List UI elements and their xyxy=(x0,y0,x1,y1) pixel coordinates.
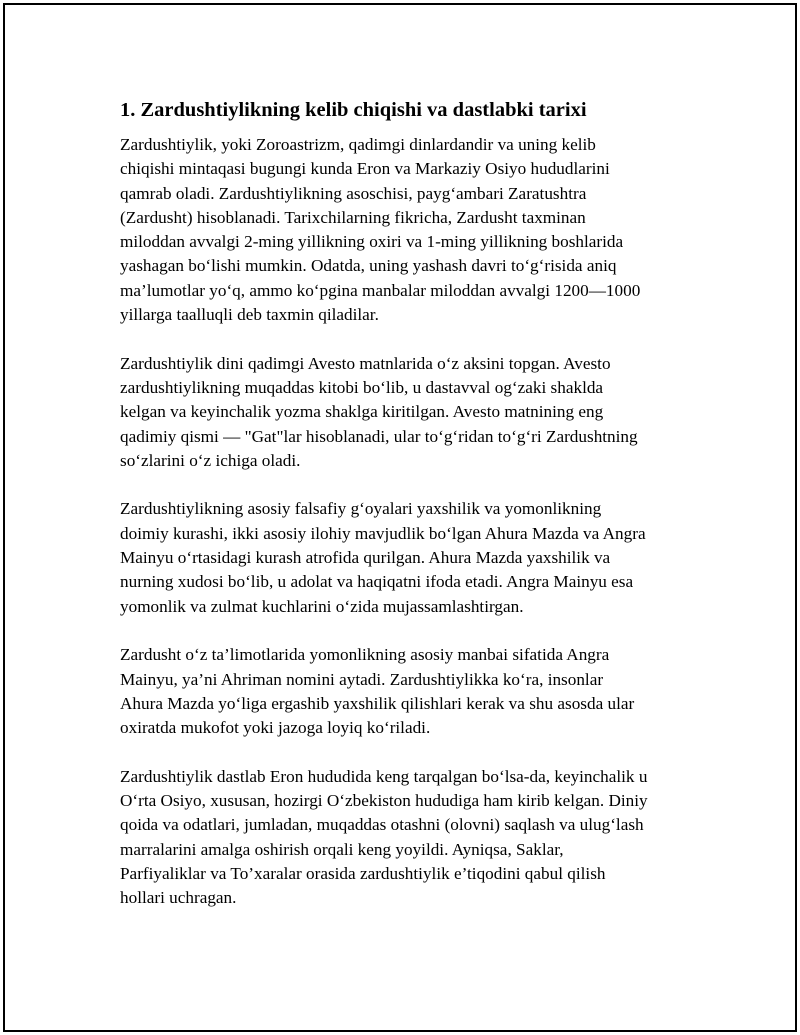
page-frame xyxy=(3,3,797,1032)
paragraph-line: zardushtiylikning muqaddas kitobi bo‘lib, u dastavval og‘zaki shaklda xyxy=(120,377,604,397)
paragraph-line: hollari uchragan. xyxy=(120,888,237,908)
paragraph-line: miloddan avvalgi 2-ming yillikning oxiri va 1-ming yillikning boshlarida xyxy=(120,232,624,252)
paragraph-line: Mainyu, ya’ni Ahriman nomini aytadi. Zardushtiylikka ko‘ra, insonlar xyxy=(120,669,604,689)
paragraph-line: doimiy kurashi, ikki asosiy ilohiy mavjudlik bo‘lgan Ahura Mazda va Angra xyxy=(120,523,646,543)
paragraph-avesto xyxy=(120,352,700,473)
paragraph-line: ma’lumotlar yo‘q, ammo ko‘pgina manbalar miloddan avvalgi 1200—1000 xyxy=(120,280,641,300)
paragraph-line: oxiratda mukofot yoki jazoga loyiq ko‘riladi. xyxy=(120,718,431,738)
paragraph-line: Ahura Mazda yo‘liga ergashib yaxshilik qilishlari kerak va shu asosda ular xyxy=(120,693,635,713)
paragraph-line: Parfiyaliklar va To’xaralar orasida zardushtiylik e’tiqodini qabul qilish xyxy=(120,863,606,883)
paragraph-origins xyxy=(120,133,700,327)
paragraph-teachings xyxy=(120,643,700,740)
paragraph-line: Zardushtiylik dini qadimgi Avesto matnlarida o‘z aksini topgan. Avesto xyxy=(120,353,611,373)
paragraph-line: qadimiy qismi — "Gat"lar hisoblanadi, ular to‘g‘ridan to‘g‘ri Zardushtning xyxy=(120,426,638,446)
paragraph-line: O‘rta Osiyo, xususan, hozirgi O‘zbekiston hududiga ham kirib kelgan. Diniy xyxy=(120,791,648,811)
paragraph-line: Mainyu o‘rtasidagi kurash atrofida qurilgan. Ahura Mazda yaxshilik va xyxy=(120,548,611,568)
paragraph-line: yomonlik va zulmat kuchlarini o‘zida mujassamlashtirgan. xyxy=(120,596,524,616)
paragraph-line: Zardusht o‘z ta’limotlarida yomonlikning asosiy manbai sifatida Angra xyxy=(120,645,610,665)
paragraph-line: marralarini amalga oshirish orqali keng yoyildi. Ayniqsa, Saklar, xyxy=(120,839,564,859)
paragraph-line: (Zardusht) hisoblanadi. Tarixchilarning fikricha, Zardusht taxminan xyxy=(120,207,586,227)
paragraph-line: nurning xudosi bo‘lib, u adolat va haqiqatni ifoda etadi. Angra Mainyu esa xyxy=(120,572,634,592)
paragraph-line: Zardushtiylikning asosiy falsafiy g‘oyalari yaxshilik va yomonlikning xyxy=(120,499,602,519)
document-body xyxy=(120,97,700,911)
paragraph-line: yillarga taalluqli deb taxmin qiladilar. xyxy=(120,305,379,325)
paragraph-line: Zardushtiylik dastlab Eron hududida keng tarqalgan bo‘lsa-da, keyinchalik u xyxy=(120,766,648,786)
paragraph-philosophy xyxy=(120,497,700,618)
paragraph-line: kelgan va keyinchalik yozma shaklga kiritilgan. Avesto matnining eng xyxy=(120,402,604,422)
paragraph-line: so‘zlarini o‘z ichiga oladi. xyxy=(120,450,301,470)
paragraph-line: qamrab oladi. Zardushtiylikning asoschisi, payg‘ambari Zaratushtra xyxy=(120,183,587,203)
paragraph-spread xyxy=(120,765,700,911)
section-heading: 1. Zardushtiylikning kelib chiqishi va dastlabki tarixi xyxy=(120,99,587,121)
paragraph-line: Zardushtiylik, yoki Zoroastrizm, qadimgi dinlardandir va uning kelib xyxy=(120,135,596,154)
paragraph-line: qoida va odatlari, jumladan, muqaddas otashni (olovni) saqlash va ulug‘lash xyxy=(120,815,644,835)
paragraph-line: yashagan bo‘lishi mumkin. Odatda, uning yashash davri to‘g‘risida aniq xyxy=(120,256,617,276)
paragraph-line: chiqishi mintaqasi bugungi kunda Eron va Markaziy Osiyo hududlarini xyxy=(120,159,610,179)
